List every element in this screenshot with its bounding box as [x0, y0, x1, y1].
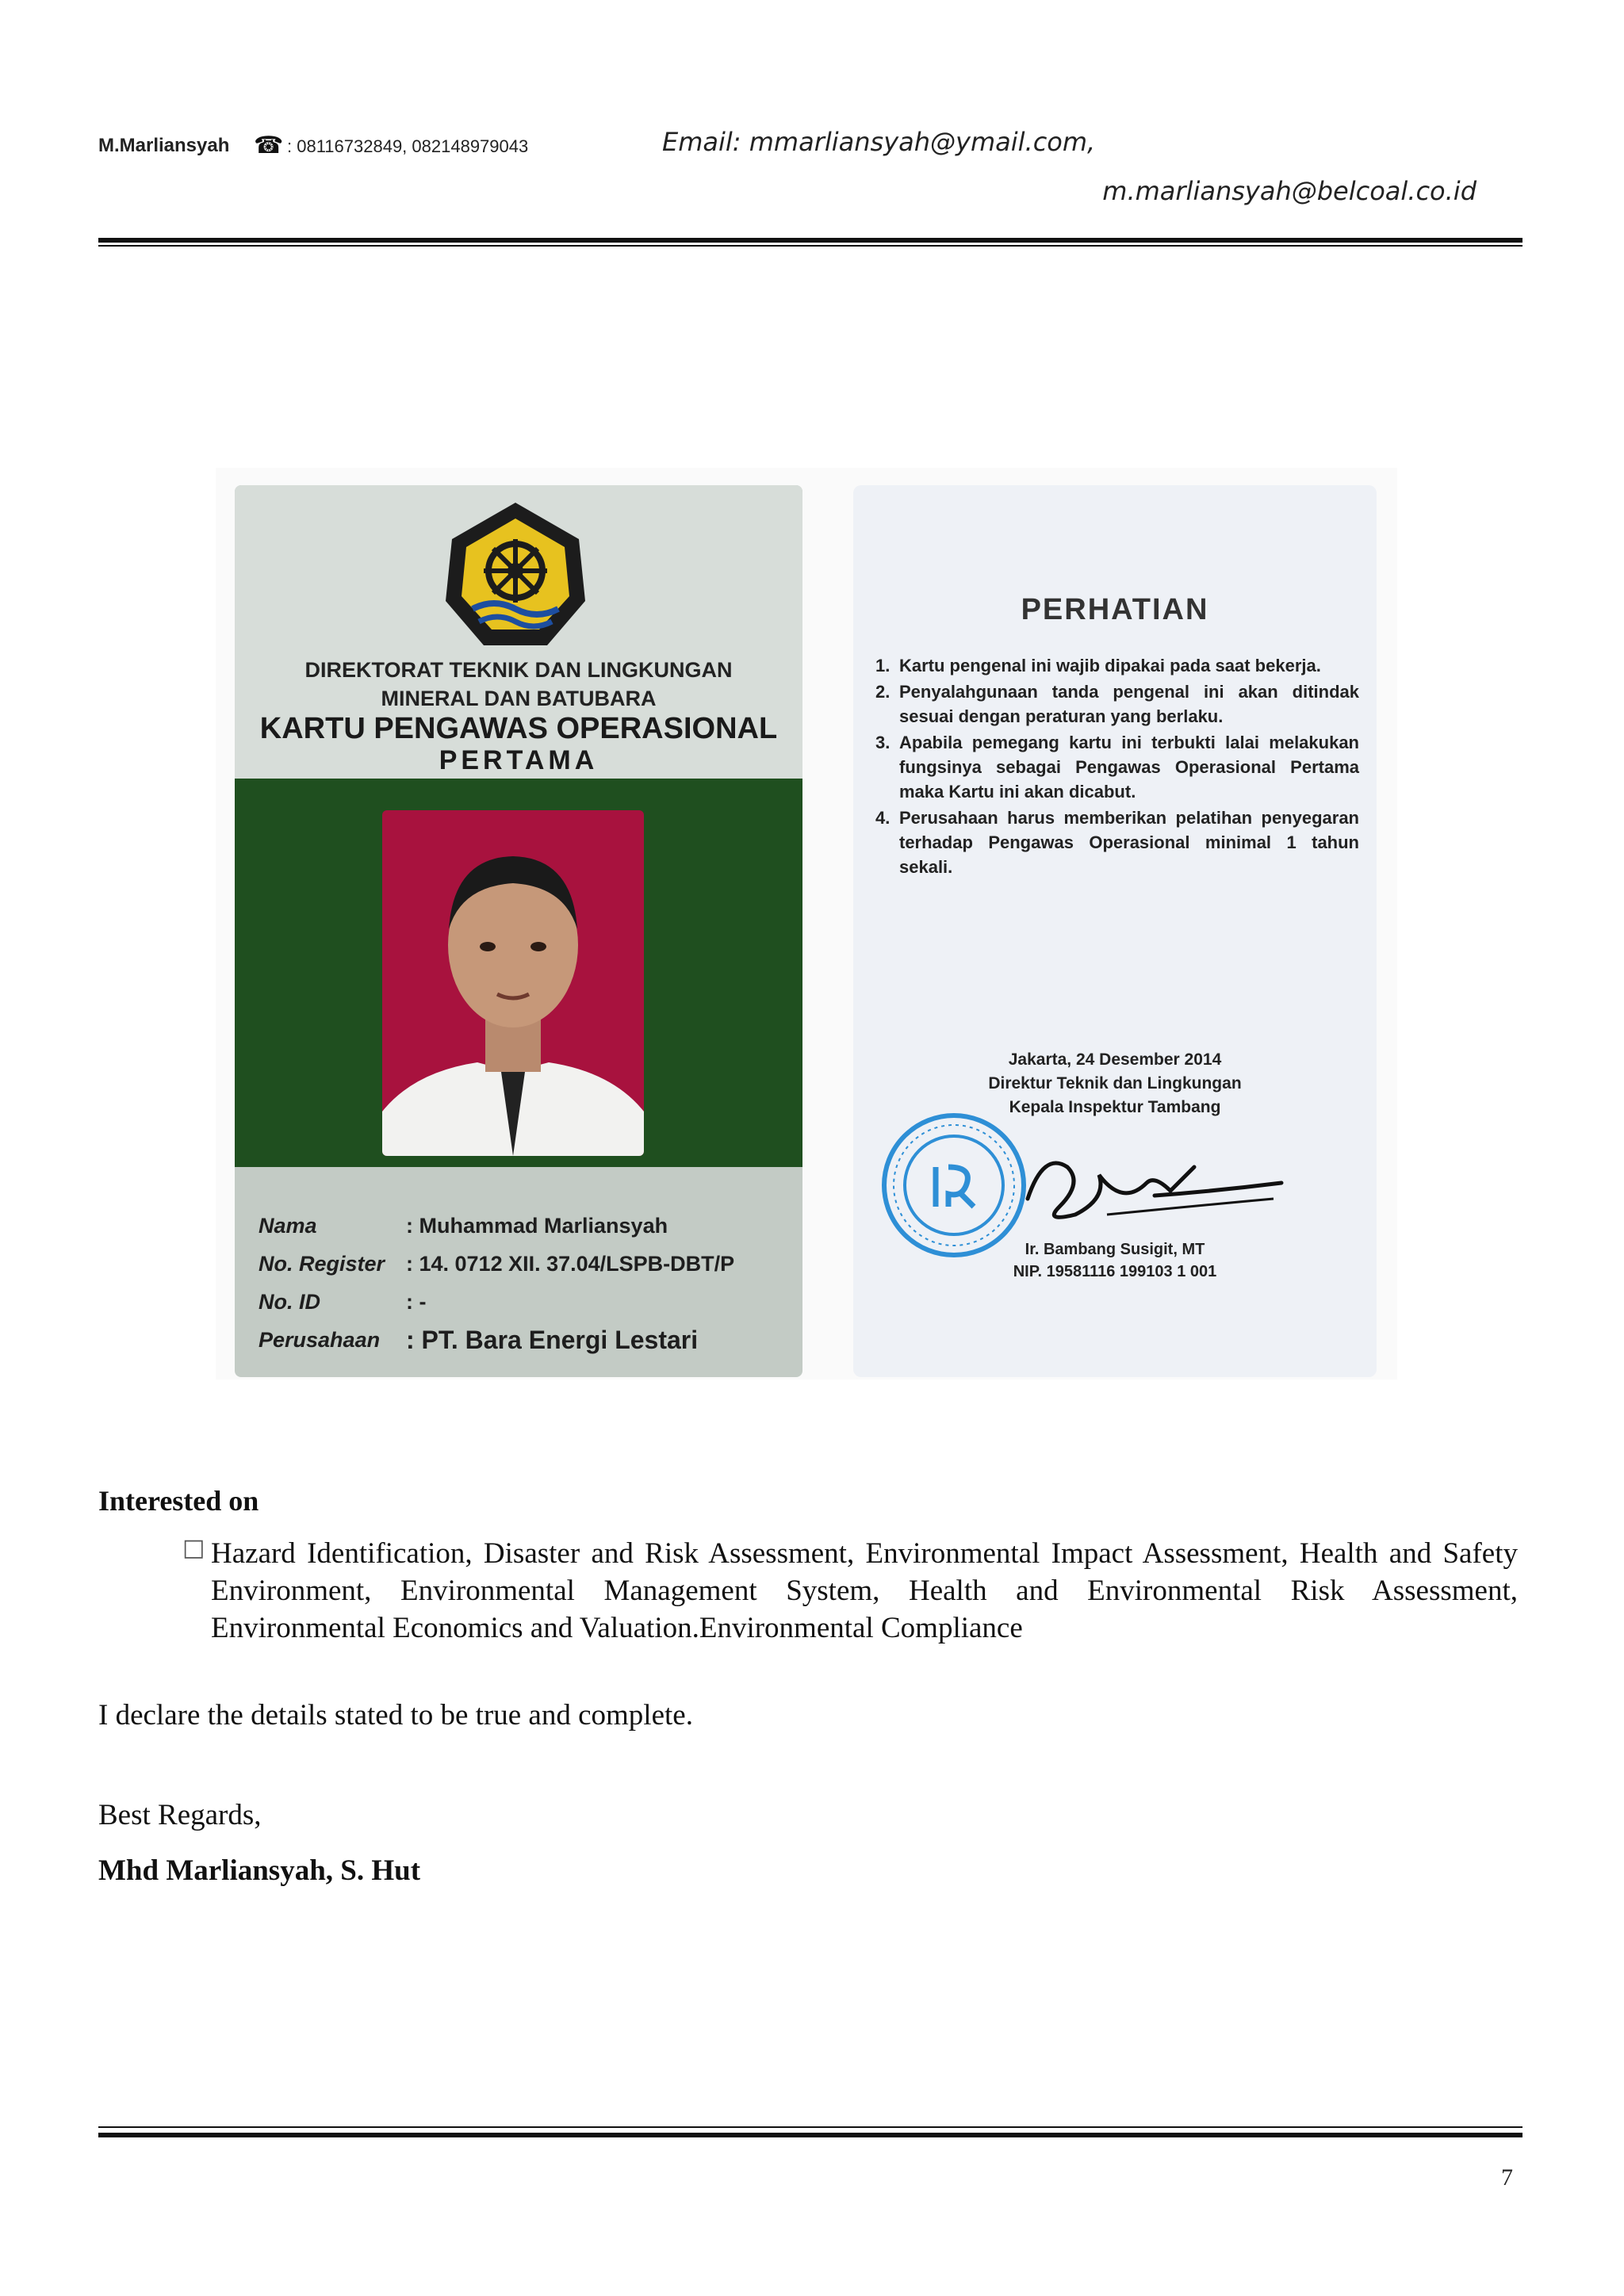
- card-back-title: PERHATIAN: [1021, 593, 1209, 626]
- header-email-secondary: m.marliansyah@belcoal.co.id: [1102, 176, 1477, 206]
- header-name: M.Marliansyah: [98, 135, 230, 156]
- list-number: 2.: [875, 682, 891, 702]
- field-label: Nama: [259, 1213, 317, 1238]
- list-item: [875, 679, 1359, 729]
- field-value: : Muhammad Marliansyah: [406, 1213, 668, 1238]
- card-back-signer-block: [853, 1238, 1377, 1283]
- field-label: Perusahaan: [259, 1327, 381, 1352]
- card-front-fields: [259, 1207, 798, 1359]
- field-row-nama: [259, 1207, 798, 1245]
- card-back-rules-list: [875, 653, 1359, 881]
- header-divider-thick: [98, 238, 1522, 243]
- card-front-title-line4: PERTAMA: [439, 745, 599, 775]
- card-back-issuer-block: [853, 1048, 1377, 1119]
- list-number: 3.: [875, 733, 891, 752]
- card-back-place-date: Jakarta, 24 Desember 2014: [1008, 1050, 1222, 1069]
- telephone-icon: ☎: [254, 132, 284, 159]
- card-back: [853, 485, 1377, 1377]
- card-back-signer-name: Ir. Bambang Susigit, MT: [1025, 1241, 1205, 1258]
- field-value: : 14. 0712 XII. 37.04/LSPB-DBT/P: [406, 1251, 735, 1276]
- header-email-primary: Email: mmarliansyah@ymail.com,: [662, 127, 1096, 157]
- header-divider-thin: [98, 245, 1522, 247]
- page-number: 7: [1501, 2164, 1513, 2191]
- list-number: 4.: [875, 808, 891, 828]
- card-front-title-line3: KARTU PENGAWAS OPERASIONAL: [259, 712, 778, 745]
- handwritten-signature-icon: [1012, 1135, 1297, 1230]
- declaration-text: I declare the details stated to be true and complete.: [98, 1699, 693, 1732]
- list-text: Penyalahgunaan tanda pengenal ini akan ditindak sesuai dengan peraturan yang berlaku.: [899, 682, 1359, 726]
- section-title: Interested on: [98, 1485, 259, 1517]
- header-phones: : 08116732849, 082148979043: [287, 136, 529, 156]
- field-row-perusahaan: [259, 1321, 798, 1359]
- field-label: No. Register: [259, 1251, 385, 1276]
- card-back-signer-nip: NIP. 19581116 199103 1 001: [1013, 1263, 1217, 1280]
- portrait-photo: [382, 810, 644, 1156]
- footer-divider-thin: [98, 2126, 1522, 2128]
- list-item: [875, 653, 1359, 678]
- field-value: : -: [406, 1289, 427, 1314]
- signature-name: Mhd Marliansyah, S. Hut: [98, 1854, 421, 1887]
- list-item: [875, 806, 1359, 879]
- footer-divider-thick: [98, 2133, 1522, 2137]
- ministry-emblem-icon: [428, 498, 603, 656]
- field-row-register: [259, 1245, 798, 1283]
- list-text: Apabila pemegang kartu ini terbukti lalai melakukan fungsinya sebagai Pengawas Operasional Pertama maka Kartu ini akan dicabut.: [899, 733, 1359, 802]
- card-front: [235, 485, 802, 1377]
- bullet-icon: □: [182, 1534, 205, 1562]
- card-back-position1: Direktur Teknik dan Lingkungan: [988, 1074, 1242, 1093]
- card-front-title-line2: MINERAL DAN BATUBARA: [381, 687, 657, 710]
- field-row-id: [259, 1283, 798, 1321]
- list-text: Kartu pengenal ini wajib dipakai pada saat bekerja.: [899, 656, 1321, 675]
- card-back-position2: Kepala Inspektur Tambang: [1009, 1098, 1221, 1116]
- list-text: Perusahaan harus memberikan pelatihan penyegaran terhadap Pengawas Operasional minimal 1 tahun sekali.: [899, 808, 1359, 877]
- interest-paragraph: Hazard Identification, Disaster and Risk Assessment, Environmental Impact Assessment, Health and Safety Environment, Environmental Management System, Health and Environmental Risk Assessment, Environmental Economics and Valuation.Environmental Compliance: [211, 1537, 1518, 1644]
- field-value: : PT. Bara Energi Lestari: [406, 1325, 699, 1354]
- closing-regards: Best Regards,: [98, 1799, 262, 1831]
- card-front-title-line1: DIREKTORAT TEKNIK DAN LINGKUNGAN: [304, 658, 733, 682]
- person-silhouette-icon: [382, 810, 644, 1156]
- list-item: [875, 730, 1359, 804]
- list-number: 1.: [875, 656, 891, 675]
- field-label: No. ID: [259, 1289, 320, 1314]
